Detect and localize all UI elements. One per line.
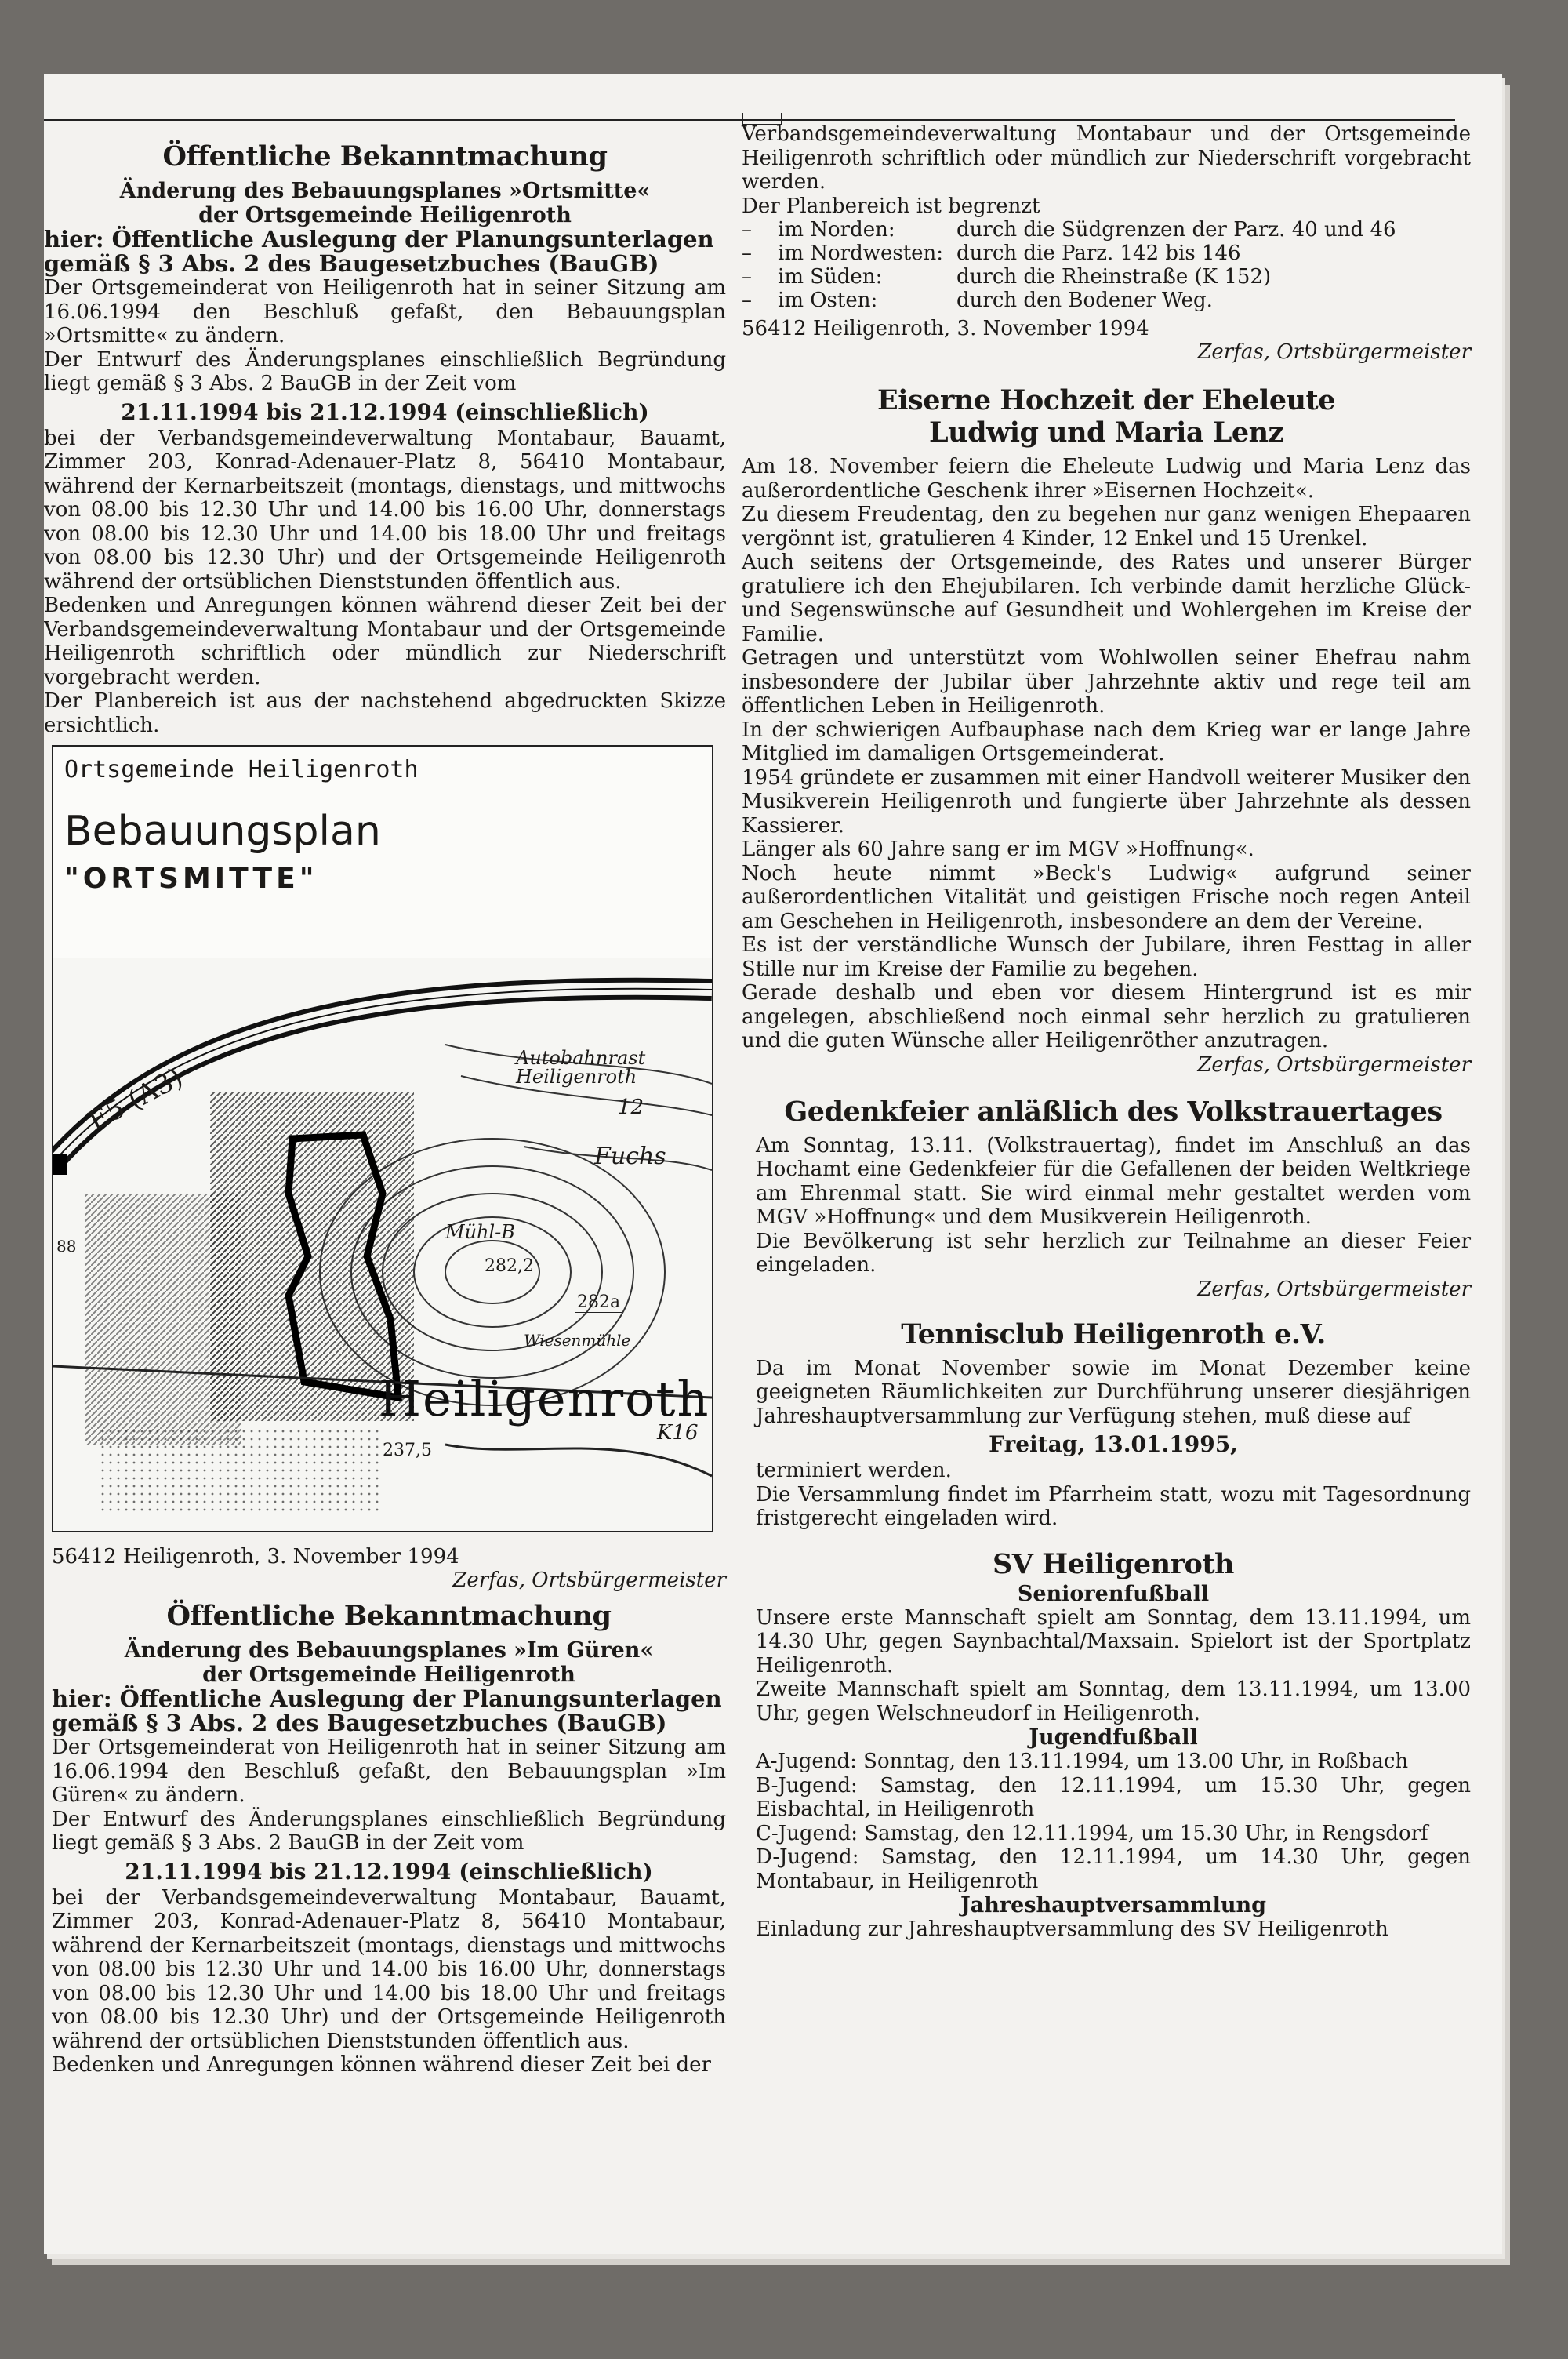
map-label-plot: 12: [618, 1096, 644, 1119]
hochzeit-paragraph: Auch seitens der Ortsgemeinde, des Rates und unserer Bürger gratuliere ich den Ehejubilaren. Ich verbinde damit herzliche Glück- und Segenswünsche auf Gesundheit und Wohlergehen im Kreise der Familie.: [742, 551, 1471, 646]
hochzeit-paragraph: Zu diesem Freudentag, den zu begehen nur ganz wenigen Ehepaaren vergönnt ist, gratulieren 4 Kinder, 12 Enkel und 15 Urenkel.: [742, 503, 1471, 551]
notice1-subtitle: Änderung des Bebauungsplanes »Ortsmitte«: [119, 179, 651, 203]
notice2-paragraph: bei der Verbandsgemeindeverwaltung Montabaur, Bauamt, Zimmer 203, Konrad-Adenauer-Platz 8, 56410 Montabaur, während der Kernarbeitszeit (montags, dienstags und mittwochs von 08.00 bis 12.30 Uhr und 14.00 bis 16.00 Uhr, donnerstags von 08.00 bis 12.30 Uhr und 14.00 bis 18.00 Uhr und freitags von 08.00 bis 12.30 Uhr) und der Ortsgemeinde Heiligenroth während der ortsüblichen Dienststunden öffentlich aus.: [52, 1885, 726, 2053]
notice2-title: Öffentliche Bekanntmachung: [166, 1600, 612, 1632]
map-label-k-road: K16: [657, 1421, 699, 1445]
notice1-paragraph: Bedenken und Anregungen können während dieser Zeit bei der Verbandsgemeindeverwaltung Montabaur und der Ortsgemeinde Heiligenroth schriftlich oder mündlich zur Niederschrift vorgebracht werden.: [44, 594, 726, 689]
map-heading-municipality: Ortsgemeinde Heiligenroth: [64, 756, 419, 783]
gedenk-signature: Zerfas, Ortsbürgermeister: [1197, 1277, 1471, 1301]
hochzeit-paragraph: Gerade deshalb und eben vor diesem Hintergrund ist es mir angelegen, abschließend noch einmal sehr herzlich zu gratulieren und die guten Wünsche aller Heiligenröther anzutragen.: [742, 981, 1471, 1052]
notice2-subtitle: Änderung des Bebauungsplanes »Im Güren«: [124, 1638, 654, 1663]
hochzeit-paragraph: Länger als 60 Jahre sang er im MGV »Hoffnung«.: [742, 838, 1254, 861]
gedenk-paragraph: Am Sonntag, 13.11. (Volkstrauertag), findet im Anschluß an das Hochamt eine Gedenkfeier für die Gefallenen der beiden Weltkriege am Ehrenmal statt. Sie wird einmal mehr gestaltet werden vom MGV »Hoffnung« und dem Musikverein Heiligenroth.: [756, 1133, 1471, 1229]
hochzeit-title-2: Ludwig und Maria Lenz: [929, 416, 1283, 449]
sv-paragraph: Einladung zur Jahreshauptversammlung des SV Heiligenroth: [756, 1917, 1388, 1941]
map-label-hill: Mühl-B: [445, 1221, 515, 1243]
notice1-subtitle-2: der Ortsgemeinde Heiligenroth: [198, 203, 572, 227]
notice2-continuation: Verbandsgemeindeverwaltung Montabaur und der Ortsgemeinde Heiligenroth schriftlich oder mündlich zur Niederschrift vorgebracht werden.: [742, 122, 1471, 194]
tennis-paragraph: Da im Monat November sowie im Monat Dezember keine geeigneten Räumlichkeiten zur Durchführung unserer diesjährigen Jahreshauptversammlung zur Verfügung stehen, muß diese auf: [756, 1356, 1471, 1428]
site-map-figure: [52, 745, 713, 1532]
map-label-grid: 88: [56, 1237, 77, 1256]
notice2-bound-row: – im Norden: durch die Südgrenzen der Parz. 40 und 46: [742, 218, 1396, 242]
notice1-paragraph: bei der Verbandsgemeindeverwaltung Montabaur, Bauamt, Zimmer 203, Konrad-Adenauer-Platz 8, 56410 Montabaur, während der Kernarbeitszeit (montags, dienstags, und mittwochs von 08.00 bis 12.30 Uhr und 14.00 bis 16.00 Uhr, donnerstags von 08.00 bis 12.30 Uhr und 14.00 bis 18.00 Uhr und freitags von 08.00 bis 12.30 Uhr) und der Ortsgemeinde Heiligenroth während der ortsüblichen Dienststunden öffentlich aus.: [44, 426, 726, 594]
notice2-bound-row: – im Osten: durch den Bodener Weg.: [742, 289, 1213, 312]
map-label-area: Autobahnrast Heiligenroth: [516, 1047, 646, 1088]
sv-title: SV Heiligenroth: [993, 1547, 1234, 1580]
map-place-label: Heiligenroth: [379, 1370, 710, 1427]
sv-youth-item: A-Jugend: Sonntag, den 13.11.1994, um 13.00 Uhr, in Roßbach: [756, 1750, 1409, 1773]
notice1-lead: hier: Öffentliche Auslegung der Planungsunterlagen gemäß § 3 Abs. 2 des Baugesetzbuches (BauGB): [44, 226, 714, 277]
hochzeit-paragraph: Noch heute nimmt »Beck's Ludwig« aufgrund seiner außerordentlichen Vitalität und geistigen Frische noch regen Anteil am Geschehen in Heiligenroth, insbesondere an dem der Vereine.: [742, 861, 1471, 933]
notice2-lead: hier: Öffentliche Auslegung der Planungsunterlagen gemäß § 3 Abs. 2 des Baugesetzbuches (BauGB): [52, 1685, 722, 1736]
hochzeit-title: Eiserne Hochzeit der Eheleute: [877, 384, 1335, 416]
notice1-paragraph: Der Ortsgemeinderat von Heiligenroth hat in seiner Sitzung am 16.06.1994 den Beschluß gefaßt, den Bebauungsplan »Ortsmitte« zu ändern.: [44, 276, 726, 347]
gedenk-title: Gedenkfeier anläßlich des Volkstrauertages: [784, 1095, 1443, 1128]
right-column: [742, 122, 1471, 1942]
sv-paragraph: Zweite Mannschaft spielt am Sonntag, dem 13.11.1994, um 13.00 Uhr, gegen Welschneudorf in Heiligenroth.: [756, 1677, 1471, 1725]
notice2-paragraph: Der Entwurf des Änderungsplanes einschließlich Begründung liegt gemäß § 3 Abs. 2 BauGB in der Zeit vom: [52, 1807, 726, 1855]
notice2-bound-row: – im Süden: durch die Rheinstraße (K 152): [742, 265, 1272, 289]
map-label-road: E5 (A3): [83, 1061, 188, 1138]
map-label-elevation: 237,5: [383, 1441, 432, 1460]
notice2-signature: Zerfas, Ortsbürgermeister: [1197, 340, 1471, 364]
notice2-subtitle-2: der Ortsgemeinde Heiligenroth: [202, 1663, 575, 1687]
map-heading-name: "ORTSMITTE": [64, 863, 318, 895]
sv-subheading: Jahreshauptversammlung: [960, 1893, 1266, 1917]
tennis-title: Tennisclub Heiligenroth e.V.: [901, 1318, 1326, 1350]
notice2-paragraph: Der Ortsgemeinderat von Heiligenroth hat in seiner Sitzung am 16.06.1994 den Beschluß gefaßt, den Bebauungsplan »Im Güren« zu ändern.: [52, 1736, 726, 1807]
newspaper-page: [44, 74, 1502, 2254]
map-heading-plan: Bebauungsplan: [64, 808, 381, 855]
notice2-bound-row: – im Nordwesten: durch die Parz. 142 bis 146: [742, 242, 1241, 265]
map-label-elevation: 282,2: [485, 1256, 534, 1276]
notice1-paragraph: Der Entwurf des Änderungsplanes einschließlich Begründung liegt gemäß § 3 Abs. 2 BauGB in der Zeit vom: [44, 347, 726, 395]
notice2-dates: 21.11.1994 bis 21.12.1994 (einschließlich): [125, 1858, 653, 1885]
hochzeit-paragraph: Es ist der verständliche Wunsch der Jubilare, ihren Festtag in aller Stille nur im Kreise der Familie zu begehen.: [742, 933, 1471, 981]
sv-youth-item: D-Jugend: Samstag, den 12.11.1994, um 14.30 Uhr, gegen Montabaur, in Heiligenroth: [756, 1845, 1471, 1893]
map-label-elevation: 282a: [575, 1292, 622, 1313]
notice2-paragraph: Bedenken und Anregungen können während dieser Zeit bei der: [52, 2053, 711, 2077]
notice1-paragraph: Der Planbereich ist aus der nachstehend abgedruckten Skizze ersichtlich.: [44, 689, 726, 737]
tennis-paragraph: Die Versammlung findet im Pfarrheim statt, wozu mit Tagesordnung fristgerecht eingeladen wird.: [756, 1482, 1471, 1530]
notice2-bound-intro: Der Planbereich ist begrenzt: [742, 194, 1040, 218]
hochzeit-paragraph: Getragen und unterstützt vom Wohlwollen seiner Ehefrau nahm insbesondere der Jubilar über Jahrzehnte aktiv und rege teil am öffentlichen Leben in Heiligenroth.: [742, 646, 1471, 718]
left-column: [44, 133, 726, 2077]
sv-youth-item: C-Jugend: Samstag, den 12.11.1994, um 15.30 Uhr, in Rengsdorf: [756, 1821, 1428, 1845]
notice1-title: Öffentliche Bekanntmachung: [162, 140, 608, 173]
sv-subheading: Seniorenfußball: [1017, 1581, 1210, 1606]
sv-youth-item: B-Jugend: Samstag, den 12.11.1994, um 15.30 Uhr, gegen Eisbachtal, in Heiligenroth: [756, 1773, 1471, 1821]
notice1-place-date: 56412 Heiligenroth, 3. November 1994: [52, 1545, 459, 1568]
notice1-signature: Zerfas, Ortsbürgermeister: [452, 1568, 726, 1592]
hochzeit-paragraph: 1954 gründete er zusammen mit einer Handvoll weiterer Musiker den Musikverein Heiligenroth und fungierte über Jahrzehnte als dessen Kassierer.: [742, 765, 1471, 838]
map-label-field: Fuchs: [594, 1143, 666, 1170]
sv-subheading: Jugendfußball: [1029, 1725, 1198, 1750]
tennis-date: Freitag, 13.01.1995,: [989, 1431, 1238, 1457]
notice1-dates: 21.11.1994 bis 21.12.1994 (einschließlich): [121, 398, 649, 425]
hochzeit-paragraph: Am 18. November feiern die Eheleute Ludwig und Maria Lenz das außerordentliche Geschenk ihrer »Eisernen Hochzeit«.: [742, 455, 1471, 503]
sv-paragraph: Unsere erste Mannschaft spielt am Sonntag, dem 13.11.1994, um 14.30 Uhr, gegen Saynbachtal/Maxsain. Spielort ist der Sportplatz Heiligenroth.: [756, 1605, 1471, 1677]
hochzeit-signature: Zerfas, Ortsbürgermeister: [1197, 1052, 1471, 1077]
notice2-place-date: 56412 Heiligenroth, 3. November 1994: [742, 317, 1149, 340]
tennis-paragraph: terminiert werden.: [756, 1459, 952, 1482]
map-label-mill: Wiesenmühle: [524, 1331, 631, 1350]
hochzeit-paragraph: In der schwierigen Aufbauphase nach dem Krieg war er lange Jahre Mitglied im damaligen Ortsgemeinderat.: [742, 718, 1471, 765]
gedenk-paragraph: Die Bevölkerung ist sehr herzlich zur Teilnahme an dieser Feier eingeladen.: [756, 1229, 1471, 1277]
